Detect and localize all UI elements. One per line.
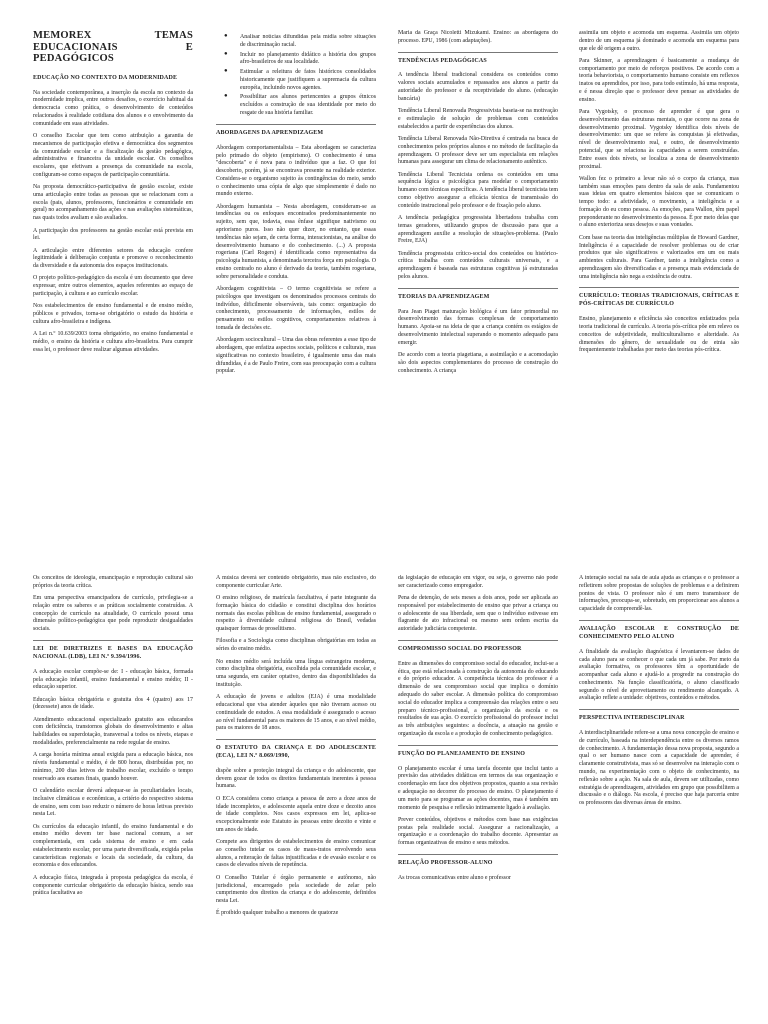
- section-heading: FUNÇÃO DO PLANEJAMENTO DE ENSINO: [398, 745, 558, 759]
- paragraph: Na sociedade contemporânea, a inserção da escola no contexto da modernidade implica, entre outros desafios, o exercício habitual da democracia como prática, o desenvolvimento de conteúdos relacionados à realidade cotidiana dos alunos e o envolvimento da comunidade em suas atividades.: [33, 89, 193, 127]
- bullet-item: ● Analisar notícias difundidas pela mídia sobre situações de discriminação racial.: [224, 34, 376, 50]
- paragraph: dispõe sobre a proteção integral da criança e do adolescente, que devem gozar de todos os direitos fundamentais inerentes à pessoa humana.: [216, 767, 376, 790]
- section-heading: O ESTATUTO DA CRIANÇA E DO ADOLESCENTE (ECA), LEI N.º 8.069/1990,: [216, 739, 376, 761]
- section-heading: EDUCAÇÃO NO CONTEXTO DA MODERNIDADE: [33, 74, 178, 81]
- paragraph: Nos estabelecimentos de ensino fundamental e de ensino médio, públicos e privados, torna-se obrigatório o estudo da história e cultura afro-brasileira e indígena.: [33, 303, 193, 325]
- bottom-column-1: [33, 575, 193, 1020]
- paragraph: A interdisciplinaridade refere-se a uma nova concepção de ensino e de currículo, baseada na interdependência entre os diversos ramos de conhecimento. A fundamentação dessa nova proposta, segundo a qual o ser humano nasce com a capacidade de aprender, é claramente construtivista, mas só se desenvolve na interação com o mundo, na experimentação com o objeto de conhecimento, na reflexão sobre a ação. Na sala de aula, devem ser utilizadas, como estratégia de aprendizagem, atividades em grupo que possibilitem a discussão e o diálogo. Na escola, é preciso que haja parceria entre os professores das diversas áreas de ensino.: [579, 730, 739, 807]
- section-heading: CURRÍCULO: TEORIAS TRADICIONAIS, CRÍTICAS E PÓS-CRÍTICAS DE CURRÍCULO: [579, 287, 739, 309]
- paragraph: De acordo com a teoria piagetiana, a assimilação e a acomodação são dois aspectos complementares do processo de construção do conhecimento. A criança: [398, 352, 558, 374]
- section-heading: COMPROMISSO SOCIAL DO PROFESSOR: [398, 640, 558, 654]
- paragraph: É proibido qualquer trabalho a menores de quatorze: [216, 910, 339, 917]
- top-column-4: [579, 30, 739, 508]
- paragraph: Para Jean Piaget maturação biológica é um fator primordial no desenvolvimento das formas complexas de comportamento humano. Apoia-se na ideia de que a criança contém os estágios de desenvolvimento intelectual superando o momento adequado para emergir.: [398, 308, 558, 346]
- paragraph: O projeto político-pedagógico da escola é um documento que deve expressar, entre outros elementos, aqueles referentes ao espaço de participação, à cultura e ao currículo escolar.: [33, 275, 193, 298]
- paragraph: Com base na teoria das inteligências múltiplas de Howard Gardner, Inteligência é a capacidade de resolver problemas ou de criar produtos que são significativos e valorizados em um ou mais ambientes culturais. Para Gardner, tanto a inteligência como a aprendizagem são diversificadas e a presença mais evidenciada de uma inteligência não nega a existência de outra.: [579, 234, 739, 280]
- paragraph: Atendimento educacional especializado gratuito aos educandos com deficiência, transtornos globais do desenvolvimento e altas habilidades ou superdotação, transversal a todos os níveis, etapas e modalidades, preferencialmente na rede regular de ensino.: [33, 716, 193, 747]
- paragraph: O conselho Escolar que tem como atribuição a garantia de mecanismos de participação efetiva e democrática dos segmentos da comunidade escolar e a fiscalização da gestão pedagógica, administrativa e financeira da unidade escolar. Os conselhos escolares, que efetivam a presença da comunidade na escola, configuram-se como espaços de participação comunitária.: [33, 132, 193, 178]
- bottom-column-2: [216, 575, 376, 1020]
- paragraph: Pena de detenção, de seis meses a dois anos, pode ser aplicada ao responsável por estabelecimento de ensino que privar a criança ou o adolescente de sua liberdade, sem que o indivíduo estivesse em flagrante de ato infracional ou mesmo sem ordem escrita da autoridade judiciária competente.: [398, 595, 558, 633]
- paragraph: Tendência Liberal Renovada Progressivista baseia-se na motivação e estimulação de solução de problemas com conteúdos estabelecidos a partir de experiências dos alunos.: [398, 108, 558, 130]
- citation: Maria da Graça Nicoletti Mizukami. Ensino: as abordagens do processo. EPU, 1986 (com adaptações).: [398, 30, 558, 44]
- paragraph: Tendência Liberal Renovada Não-Diretiva é centrada na busca de conhecimentos pelos próprios alunos e no método de facilitação da aprendizagem. O professor deve ser um especialista em relações humanas para assegurar um clima de relacionamento autêntico.: [398, 135, 558, 166]
- paragraph: A música deverá ser conteúdo obrigatório, mas não exclusivo, do componente curricular Arte.: [216, 575, 376, 589]
- section-heading: TENDÊNCIAS PEDAGÓGICAS: [398, 52, 558, 66]
- bullet-item: ● Possibilitar aos alunos pertencentes a grupos étnicos excluídos a construção de sua identidade por meio do resgate de sua história familiar.: [224, 94, 376, 117]
- paragraph: Na proposta democrático-participativa de gestão escolar, existe uma articulação entre todas as pessoas que se relacionam com a escola (pais, alunos, professores, funcionários e comunidade em geral) no acompanhamento das ações e nas avaliações sistemáticas, nas quais todos avaliam e são avaliados.: [33, 184, 193, 222]
- paragraph: da legislação de educação em vigor, ou seja, o governo não pode ser caracterizado como empregador.: [398, 575, 558, 589]
- section-heading: LEI DE DIRETRIZES E BASES DA EDUCAÇÃO NACIONAL (LDB), LEI N.º 9.394/1996.: [33, 640, 193, 662]
- paragraph: Filosofia e a Sociologia como disciplinas obrigatórias em todas as séries do ensino médio.: [216, 638, 376, 653]
- paragraph: Em uma perspectiva emancipadora de currículo, privilegia-se a relação entre os saberes e as práticas socialmente construídas. A concepção de currículo na atualidade, O currículo possui uma dimensão político-pedagógica que pode reproduzir desigualdades sociais.: [33, 595, 193, 633]
- paragraph: O calendário escolar deverá adequar-se às peculiaridades locais, inclusive climáticas e econômicas, a critério do respectivo sistema de ensino, sem com isso reduzir o número de horas letivas previsto nesta Lei.: [33, 787, 193, 818]
- paragraph: Entre as dimensões do compromisso social do educador, inclui-se a ética, que está relacionada à construção da autonomia do educando e do próprio educador. A competência técnica do professor é a dimensão de seu compromisso social que implica o domínio adequado do saber escolar. A dimensão política do compromisso social do educador implica a compreensão das relações entre o seu preparo técnico-profissional, a organização da escola e os resultados de sua ação. O exercício profissional do professor inclui as três atribuições seguintes: a docência, a atuação na gestão e organização da escola e a produção de conhecimento pedagógico.: [398, 660, 558, 737]
- top-column-2: [216, 34, 376, 512]
- section-heading: PERSPECTIVA INTERDISCIPLINAR: [579, 709, 739, 723]
- paragraph: A educação de jovens e adultos (EJA) é uma modalidade educacional que visa atender àqueles que não tiveram acesso ou continuidade de estudos. A essa modalidade é assegurado o acesso ao nível fundamental para os maiores de 15 anos, e ao nível médio, para os maiores de 18 anos.: [216, 694, 376, 732]
- paragraph: O Conselho Tutelar é órgão permanente e autônomo, não jurisdicional, encarregado pela sociedade de zelar pelo cumprimento dos direitos da criança e do adolescente, definidos nesta Lei.: [216, 874, 376, 905]
- paragraph: O planejamento escolar é uma tarefa docente que inclui tanto a previsão das atividades didáticas em termos da sua organização e coordenação em face dos objetivos propostos, quanto a sua revisão e adequação no decorrer do processo de ensino. O planejamento é um meio para se programar as ações docentes, mas é também um momento de pesquisa e reflexão intimamente ligado à avaliação.: [398, 765, 558, 811]
- paragraph: A carga horária mínima anual exigida para a educação básica, nos níveis fundamental e médio, é de 800 horas, distribuídas por, no mínimo, 200 dias letivos de trabalho escolar, excluído o tempo reservado aos exames finais, quando houver.: [33, 752, 193, 782]
- paragraph: Compete aos dirigentes de estabelecimentos de ensino comunicar ao conselho tutelar os casos de maus-tratos envolvendo seus alunos, a reiteração de faltas injustificadas e de evasão escolar e os casos de elevados níveis de repetência.: [216, 839, 376, 869]
- paragraph: A articulação entre diferentes setores da educação confere legitimidade à deliberação conjunta e promove o reconhecimento da diversidade e da autonomia dos espaços institucionais.: [33, 247, 193, 270]
- paragraph: O ensino religioso, de matrícula facultativa, é parte integrante da formação básica do cidadão e constitui disciplina dos horários normais das escolas públicas de ensino fundamental, assegurado o respeito à diversidade cultural religiosa do Brasil, vedadas quaisquer formas de proselitismo.: [216, 595, 376, 633]
- paragraph: A finalidade da avaliação diagnóstica é levantarem-se dados de cada aluno para se conhecer o que cada um já sabe. Por meio da avaliação formativa, os professores têm a oportunidade de acompanhar cada aluno e ajudá-lo a progredir na construção do conhecimento. Na função classificatória, o aluno classificado segundo o nível de aproveitamento ou rendimento alcançado. A avaliação reflete a unidade: objetivos, conteúdos e métodos.: [579, 648, 739, 702]
- paragraph: Abordagem cognitivista – O termo cognitivista se refere a psicólogos que investigam os denominados processos centrais do indivíduo, dificilmente observáveis, tais como: organização do conhecimento, processamento de informações, estilos de pensamento ou estilos cognitivos, comportamentos relativos à tomada de decisões etc.: [216, 286, 376, 331]
- paragraph: Wallon fez o primeiro a levar não só o corpo da criança, mas também suas emoções para dentro da sala de aula. Fundamentou suas ideias em quatro elementos básicos que se comunicam o tempo todo: a afetividade, o movimento, a inteligência e a formação do eu como pessoa. As emoções, para Wallon, têm papel preponderante no desenvolvimento da pessoa. É por meio delas que o aluno exterioriza seus desejos e suas vontades.: [579, 175, 739, 229]
- paragraph: A Lei n.º 10.639/2003 torna obrigatório, no ensino fundamental e médio, o ensino da história e cultura afro-brasileira. Para cumprir essa lei, o professor deve realizar algumas atividades.: [33, 331, 193, 353]
- paragraph: Abordagem sociocultural – Uma das obras referentes a esse tipo de abordagem, que enfatiza aspectos sociais, políticos e culturais, mas significativas no contexto brasileiro, é igualmente uma das mais difundidas, é a de Paulo Freire, com sua preocupação com a cultura popular.: [216, 337, 376, 375]
- paragraph: Para Vygotsky, o processo de aprender é que gera o desenvolvimento das estruturas mentais, o que ocorre na zona de desenvolvimento proximal. Vygotsky identifica dois níveis de desenvolvimento: um que se refere às conquistas já efetivadas, nível de desenvolvimento real, e outro, de desenvolvimento potencial, que se relaciona às capacidades a serem construídas. Entre esses dois níveis, se localiza a zona de desenvolvimento proximal.: [579, 109, 739, 170]
- bullet-item: ● Incluir no planejamento didático a história dos grupos afro-brasileiros de sua localidade.: [224, 52, 376, 68]
- bottom-column-3: [398, 575, 558, 1020]
- paragraph: As trocas comunicativas entre aluno e professor: [398, 874, 511, 881]
- paragraph: A participação dos professores na gestão escolar está prevista em lei.: [33, 227, 193, 242]
- document-title: MEMOREX TEMAS EDUCACIONAIS E PEDAGÓGICOS: [33, 30, 193, 65]
- bullet-item: ● Estimular a releitura de fatos históricos consolidados historicamente que justifiquem a supremacia da cultura européia, incluindo novos agentes.: [224, 69, 376, 92]
- paragraph: No ensino médio será incluída uma língua estrangeira moderna, como disciplina obrigatória, escolhida pela comunidade escolar, e uma segunda, em caráter optativo, dentro das disponibilidades da instituição.: [216, 658, 376, 688]
- paragraph: Para Skinner, a aprendizagem é basicamente a mudança de comportamento por meio de reforços positivos. De acordo com a teoria behaviorista, o comportamento humano consiste em reflexos inatos ou aprendidos, por isso, para todo estímulo, há uma resposta, e é nessa direção que o professor deve pensar as atividades de ensino.: [579, 57, 739, 103]
- paragraph: Os conceitos de ideologia, emancipação e reprodução cultural são próprios da teoria crítica.: [33, 575, 193, 589]
- bottom-column-4: [579, 575, 739, 1020]
- paragraph: A educação física, integrada à proposta pedagógica da escola, é componente curricular obrigatório da educação básica, sendo sua prática facultativa ao: [33, 874, 193, 897]
- section-heading: TEORIAS DA APRENDIZAGEM: [398, 288, 558, 302]
- section-heading: AVALIAÇÃO ESCOLAR E CONSTRUÇÃO DE CONHECIMENTO PELO ALUNO: [579, 620, 739, 642]
- bullet-list: [224, 34, 376, 118]
- paragraph: Abordagem comportamentalista – Esta abordagem se caracteriza pelo primado do objeto (empirismo). O conhecimento é uma "descoberta" e é nova para o indivíduo que a faz. O que foi descoberto, porém, já se encontrava presente na realidade exterior. Considera-se o organismo sujeito às contingências do meio, sendo o conhecimento uma cópia de algo que simplesmente é dado no mundo externo.: [216, 144, 376, 198]
- paragraph: Educação básica obrigatória e gratuita dos 4 (quatro) aos 17 (dezessete) anos de idade.: [33, 696, 193, 711]
- top-column-3: [398, 30, 558, 508]
- section-heading: RELAÇÃO PROFESSOR-ALUNO: [398, 854, 558, 868]
- paragraph: assimila um objeto e acomoda um esquema. Assimila um objeto dentro de um esquema já dominado e acomoda um esquema para que ele dê origem a outro.: [579, 30, 739, 52]
- paragraph: A educação escolar compõe-se de: I - educação básica, formada pela educação infantil, ensino fundamental e ensino médio; II - educação superior.: [33, 668, 193, 691]
- paragraph: Tendência progressista crítico-social dos conteúdos ou histórico-crítica trabalha com conteúdos culturais universais, e a aprendizagem é baseada nas estruturas cognitivas já estruturadas pelos alunos.: [398, 250, 558, 280]
- paragraph: Os currículos da educação infantil, do ensino fundamental e do ensino médio devem ter base nacional comum, a ser complementada, em cada sistema de ensino e em cada estabelecimento escolar, por uma parte diversificada, exigida pelas características regionais e locais da sociedade, da cultura, da economia e dos educandos.: [33, 823, 193, 869]
- paragraph: A tendência pedagógica progressista libertadora trabalha com temas geradores, utilizando grupos de discussão para que a aprendizagem auxilie a resolução de situações-problema. (Paulo Freire, EJA): [398, 214, 558, 245]
- paragraph: Abordagem humanista – Nesta abordagem, consideram-se as tendências ou os enfoques encontrados predominantemente no sujeito, sem que, todavia, essa ênfase signifique nativismo ou apriorismo puros. Isso não quer dizer, no entanto, que essas tendências não sejam, de certa forma, interacionistas, na análise do desenvolvimento humano e do conhecimento. (...) A proposta rogeriana (Carl Rogers) é identificada como representativa da psicologia humanista, a denominada terceira força em psicologia. O ensino centrado no aluno é derivado da teoria, também rogeriana, sobre personalidade e conduta.: [216, 203, 376, 280]
- paragraph: A tendência liberal tradicional considera os conteúdos como valores sociais acumulados e repassados aos alunos a partir da autoridade do professor e da receptividade do aluno. (educação bancária): [398, 72, 558, 102]
- paragraph: Tendência Liberal Tecnicista ordena os conteúdos em uma sequência lógica e psicológica para modelar o comportamento humano com técnicas específicas. A tendência liberal tecnicista tem como objetivo assegurar a eficácia técnica de transmissão do conteúdo instrucional pelo professor e de fixação pelo aluno.: [398, 171, 558, 209]
- paragraph: Prever conteúdos, objetivos e métodos com base nas exigências postas pela realidade social. Assegurar a racionalização, a organização e a coordenação do trabalho docente. Apresentar as formas organizativas de ensino e seus métodos.: [398, 816, 558, 847]
- top-column-1: [33, 30, 193, 508]
- paragraph: A interação social na sala de aula ajuda as crianças e o professor a refletirem sobre propostas de soluções de problemas e a definirem pontos de vista. O professor não é um mero transmissor de informações, preocupa-se, sobretudo, em proporcionar aos alunos a capacidade de compreendê-las.: [579, 575, 739, 613]
- paragraph: Ensino, planejamento e eficiência são conceitos enfatizados pela teoria tradicional de currículo. A teoria pós-crítica põe em relevo os conceitos de subjetividade, multiculturalismo e alteridade. As dimensões do gênero, de sexualidade ou de etnia são frequentemente trabalhadas por meio das teorias pós-crítica.: [579, 316, 739, 354]
- section-heading: ABORDAGENS DA APRENDIZAGEM: [216, 124, 376, 138]
- paragraph: O ECA considera como criança a pessoa de zero a doze anos de idade incompletos, e adolescente aquela entre doze e dezoito anos de idade completos. Nos casos expressos em lei, aplica-se excepcionalmente este Estatuto às pessoas entre dezoito e vinte e um anos de idade.: [216, 795, 376, 833]
